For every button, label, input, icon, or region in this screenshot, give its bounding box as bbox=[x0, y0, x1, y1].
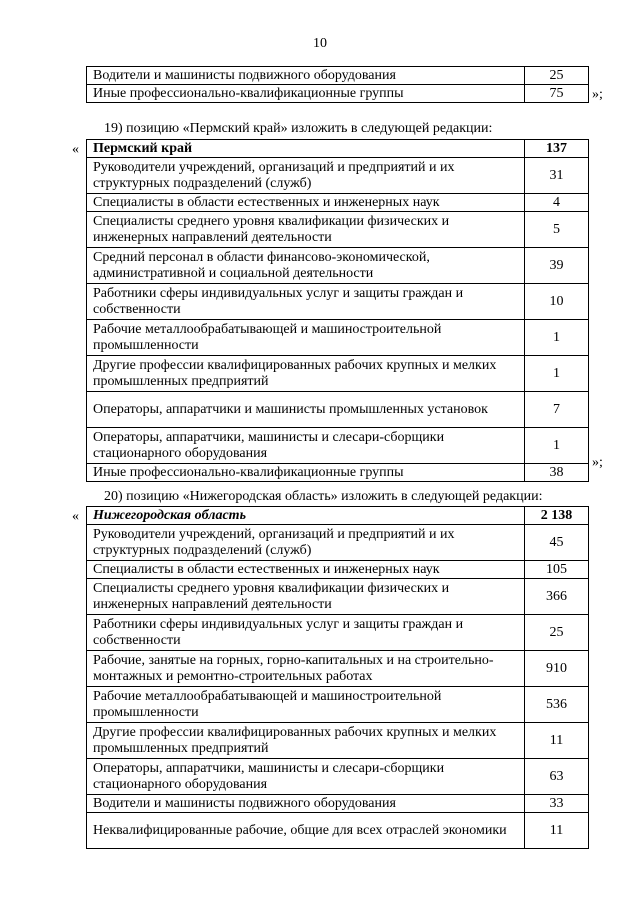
table-row bbox=[87, 392, 589, 428]
table-row bbox=[87, 320, 589, 356]
table-row bbox=[87, 85, 589, 103]
row-name: Руководители учреждений, организаций и предприятий и их структурных подразделений (служб) bbox=[87, 525, 525, 561]
row-value: 63 bbox=[525, 759, 589, 795]
row-name: Другие профессии квалифицированных рабочих крупных и мелких промышленных предприятий bbox=[87, 356, 525, 392]
row-value: 366 bbox=[525, 579, 589, 615]
table-row bbox=[87, 248, 589, 284]
row-name: Иные профессионально-квалификационные группы bbox=[87, 464, 525, 482]
table-row bbox=[87, 723, 589, 759]
row-name: Водители и машинисты подвижного оборудования bbox=[87, 795, 525, 813]
row-name: Специалисты среднего уровня квалификации физических и инженерных направлений деятельности bbox=[87, 212, 525, 248]
continuation-table bbox=[86, 66, 586, 103]
row-name: Операторы, аппаратчики и машинисты промышленных установок bbox=[87, 392, 525, 428]
table-row bbox=[87, 615, 589, 651]
row-name: Рабочие металлообрабатывающей и машиностроительной промышленности bbox=[87, 320, 525, 356]
row-value: 1 bbox=[525, 428, 589, 464]
row-name: Неквалифицированные рабочие, общие для всех отраслей экономики bbox=[87, 813, 525, 849]
row-value: 5 bbox=[525, 212, 589, 248]
row-value: 75 bbox=[525, 85, 589, 103]
region-name: Пермский край bbox=[87, 140, 525, 158]
row-value: 39 bbox=[525, 248, 589, 284]
page-number: 10 bbox=[313, 36, 327, 51]
row-name: Рабочие, занятые на горных, горно-капитальных и на строительно-монтажных и ремонтно-строительных работах bbox=[87, 651, 525, 687]
row-name: Операторы, аппаратчики, машинисты и слесари-сборщики стационарного оборудования bbox=[87, 759, 525, 795]
row-value: 31 bbox=[525, 158, 589, 194]
table-row bbox=[87, 651, 589, 687]
table-header-row bbox=[87, 140, 589, 158]
region-total: 2 138 bbox=[525, 507, 589, 525]
row-name: Водители и машинисты подвижного оборудования bbox=[87, 67, 525, 85]
table-row bbox=[87, 687, 589, 723]
table-row bbox=[87, 561, 589, 579]
row-name: Руководители учреждений, организаций и предприятий и их структурных подразделений (служб) bbox=[87, 158, 525, 194]
table-row bbox=[87, 579, 589, 615]
row-name: Специалисты в области естественных и инженерных наук bbox=[87, 194, 525, 212]
row-name: Работники сферы индивидуальных услуг и защиты граждан и собственности bbox=[87, 615, 525, 651]
nizhny-novgorod-table bbox=[86, 506, 586, 849]
row-value: 7 bbox=[525, 392, 589, 428]
row-value: 25 bbox=[525, 615, 589, 651]
table-row bbox=[87, 356, 589, 392]
row-value: 11 bbox=[525, 813, 589, 849]
region-total: 137 bbox=[525, 140, 589, 158]
table-row bbox=[87, 759, 589, 795]
row-name: Средний персонал в области финансово-экономической, административной и социальной деятельности bbox=[87, 248, 525, 284]
row-value: 536 bbox=[525, 687, 589, 723]
table-row bbox=[87, 284, 589, 320]
row-name: Работники сферы индивидуальных услуг и защиты граждан и собственности bbox=[87, 284, 525, 320]
row-value: 10 bbox=[525, 284, 589, 320]
region-name: Нижегородская область bbox=[87, 507, 525, 525]
table-row bbox=[87, 795, 589, 813]
row-value: 910 bbox=[525, 651, 589, 687]
row-name: Специалисты среднего уровня квалификации физических и инженерных направлений деятельности bbox=[87, 579, 525, 615]
opening-quote: « bbox=[72, 509, 79, 524]
table-row bbox=[87, 194, 589, 212]
table-header-row bbox=[87, 507, 589, 525]
row-value: 11 bbox=[525, 723, 589, 759]
table-row bbox=[87, 464, 589, 482]
row-value: 45 bbox=[525, 525, 589, 561]
row-name: Операторы, аппаратчики, машинисты и слесари-сборщики стационарного оборудования bbox=[87, 428, 525, 464]
perm-table bbox=[86, 139, 586, 482]
row-value: 33 bbox=[525, 795, 589, 813]
section-heading: 19) позицию «Пермский край» изложить в следующей редакции: bbox=[104, 121, 493, 136]
row-name: Специалисты в области естественных и инженерных наук bbox=[87, 561, 525, 579]
table-row bbox=[87, 525, 589, 561]
row-name: Рабочие металлообрабатывающей и машиностроительной промышленности bbox=[87, 687, 525, 723]
table-row bbox=[87, 158, 589, 194]
row-name: Другие профессии квалифицированных рабочих крупных и мелких промышленных предприятий bbox=[87, 723, 525, 759]
closing-quote: »; bbox=[592, 87, 603, 102]
row-value: 4 bbox=[525, 194, 589, 212]
section-heading: 20) позицию «Нижегородская область» изложить в следующей редакции: bbox=[104, 489, 543, 504]
table-row bbox=[87, 67, 589, 85]
table-row bbox=[87, 428, 589, 464]
row-value: 38 bbox=[525, 464, 589, 482]
closing-quote: »; bbox=[592, 455, 603, 470]
row-value: 25 bbox=[525, 67, 589, 85]
opening-quote: « bbox=[72, 142, 79, 157]
table-row bbox=[87, 813, 589, 849]
row-value: 1 bbox=[525, 320, 589, 356]
row-value: 105 bbox=[525, 561, 589, 579]
row-value: 1 bbox=[525, 356, 589, 392]
row-name: Иные профессионально-квалификационные группы bbox=[87, 85, 525, 103]
table-row bbox=[87, 212, 589, 248]
